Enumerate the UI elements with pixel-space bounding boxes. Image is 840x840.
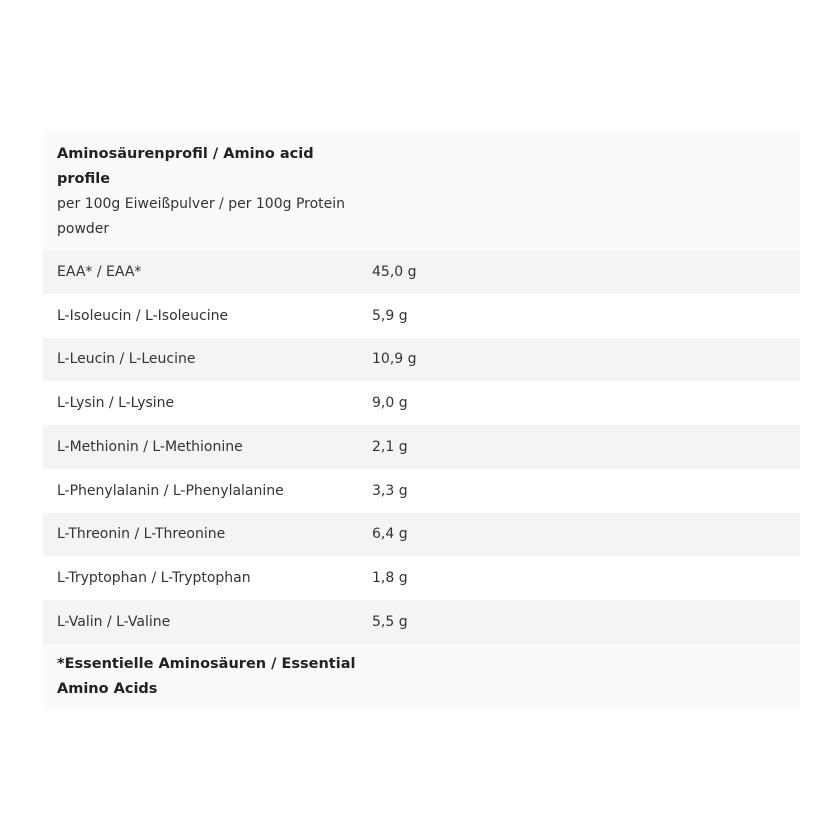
row-value: 9,0 g (372, 395, 408, 412)
row-value: 1,8 g (372, 570, 408, 587)
row-value: 2,1 g (372, 438, 408, 455)
row-name: L-Leucin / L-Leucine (57, 351, 196, 368)
row-value: 10,9 g (372, 351, 417, 368)
row-name: L-Valin / L-Valine (57, 613, 171, 630)
footnote: *Essentielle Aminosäuren / Essential Amino Acids (57, 655, 356, 697)
table-subtitle: per 100g Eiweißpulver / per 100g Protein powder (57, 196, 346, 237)
table-row (43, 600, 800, 644)
row-value: 3,3 g (372, 482, 408, 499)
row-name: EAA* / EAA* (57, 263, 142, 280)
table-row (43, 425, 800, 469)
table-header (43, 130, 800, 250)
row-value: 45,0 g (372, 263, 417, 280)
amino-acid-table (43, 130, 800, 710)
row-name: L-Tryptophan / L-Tryptophan (57, 570, 251, 587)
row-name: L-Methionin / L-Methionine (57, 438, 243, 455)
row-value: 5,5 g (372, 613, 408, 630)
table-row (43, 469, 800, 513)
row-name: L-Isoleucin / L-Isoleucine (57, 307, 229, 324)
table-title: Aminosäurenprofil / Amino acid profile (57, 146, 314, 187)
table-row (43, 338, 800, 382)
table-row (43, 294, 800, 338)
table-row (43, 381, 800, 425)
row-name: L-Threonin / L-Threonine (57, 526, 226, 543)
table-row (43, 513, 800, 557)
row-value: 5,9 g (372, 307, 408, 324)
table-row (43, 250, 800, 294)
row-value: 6,4 g (372, 526, 408, 543)
row-name: L-Lysin / L-Lysine (57, 395, 175, 412)
table-footer (43, 644, 800, 710)
table-row (43, 556, 800, 600)
row-name: L-Phenylalanin / L-Phenylalanine (57, 482, 284, 499)
